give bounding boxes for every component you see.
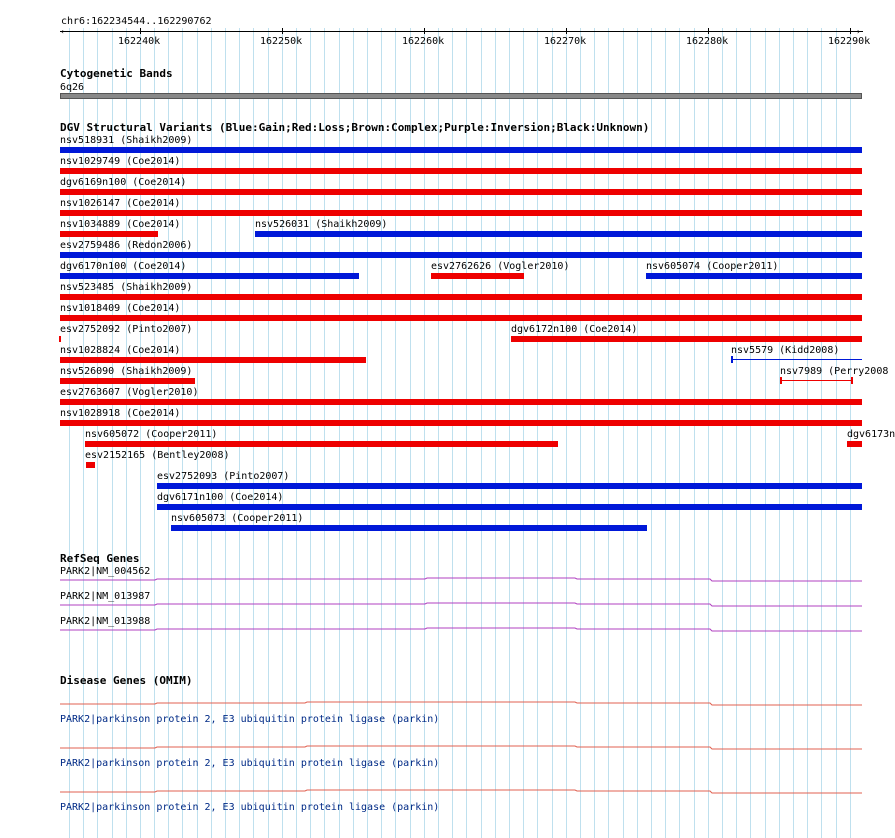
variant-label: esv2752093 (Pinto2007): [157, 471, 290, 482]
variant-label: esv2752092 (Pinto2007): [60, 324, 193, 335]
variant-label: nsv605074 (Cooper2011): [646, 261, 779, 272]
variant-label: esv2762626 (Vogler2010): [431, 261, 570, 272]
refseq-track-title: RefSeq Genes: [60, 552, 140, 565]
right-arrow-icon: ›: [856, 27, 861, 36]
ruler-tick-label: 162280k: [686, 36, 729, 47]
variant-label: nsv5579 (Kidd2008): [731, 345, 840, 356]
variant-label: nsv605072 (Cooper2011): [85, 429, 218, 440]
variant-label: dgv6173n: [847, 429, 895, 440]
gene-label: PARK2|NM_004562: [60, 566, 151, 577]
gene-label: PARK2|NM_013988: [60, 616, 151, 627]
variant-label: esv2152165 (Bentley2008): [85, 450, 230, 461]
omim-track-title: Disease Genes (OMIM): [60, 674, 193, 687]
refseq-gene-line[interactable]: [60, 628, 862, 631]
variant-label: nsv605073 (Cooper2011): [171, 513, 304, 524]
gene-label: PARK2|NM_013987: [60, 591, 151, 602]
left-arrow-icon: ‹: [60, 27, 65, 36]
variant-label: nsv526031 (Shaikh2009): [255, 219, 388, 230]
variant-label: esv2759486 (Redon2006): [60, 240, 193, 251]
refseq-gene-line[interactable]: [60, 603, 862, 606]
variant-label: nsv1018409 (Coe2014): [60, 303, 181, 314]
cytoband-track-title: Cytogenetic Bands: [60, 67, 173, 80]
ruler-tick-label: 162240k: [118, 36, 161, 47]
omim-gene-label: PARK2|parkinson protein 2, E3 ubiquitin protein ligase (parkin): [60, 758, 440, 769]
variant-label: esv2763607 (Vogler2010): [60, 387, 199, 398]
refseq-gene-line[interactable]: [60, 578, 862, 581]
ruler-tick-label: 162270k: [544, 36, 587, 47]
omim-gene-line[interactable]: [60, 790, 862, 793]
cytoband-label: 6q26: [60, 82, 85, 93]
ruler-tick-label: 162290k: [828, 36, 871, 47]
omim-gene-label: PARK2|parkinson protein 2, E3 ubiquitin protein ligase (parkin): [60, 802, 440, 813]
variant-label: nsv1028824 (Coe2014): [60, 345, 181, 356]
ruler-tick-label: 162260k: [402, 36, 445, 47]
variant-label: nsv523485 (Shaikh2009): [60, 282, 193, 293]
location-label: chr6:162234544..162290762: [61, 16, 212, 27]
omim-gene-line[interactable]: [60, 746, 862, 749]
variant-label: nsv1029749 (Coe2014): [60, 156, 181, 167]
omim-gene-line[interactable]: [60, 702, 862, 705]
variant-label: nsv1034889 (Coe2014): [60, 219, 181, 230]
variant-label: nsv518931 (Shaikh2009): [60, 135, 193, 146]
dgv-track-title: DGV Structural Variants (Blue:Gain;Red:Loss;Brown:Complex;Purple:Inversion;Black:Unknown): [60, 121, 650, 134]
variant-label: dgv6172n100 (Coe2014): [511, 324, 638, 335]
ruler-tick-label: 162250k: [260, 36, 303, 47]
omim-gene-label: PARK2|parkinson protein 2, E3 ubiquitin protein ligase (parkin): [60, 714, 440, 725]
variant-label: dgv6171n100 (Coe2014): [157, 492, 284, 503]
variant-label: nsv1028918 (Coe2014): [60, 408, 181, 419]
variant-label: dgv6170n100 (Coe2014): [60, 261, 187, 272]
variant-label: nsv7989 (Perry2008: [780, 366, 889, 377]
variant-label: nsv1026147 (Coe2014): [60, 198, 181, 209]
variant-label: dgv6169n100 (Coe2014): [60, 177, 187, 188]
variant-label: nsv526090 (Shaikh2009): [60, 366, 193, 377]
